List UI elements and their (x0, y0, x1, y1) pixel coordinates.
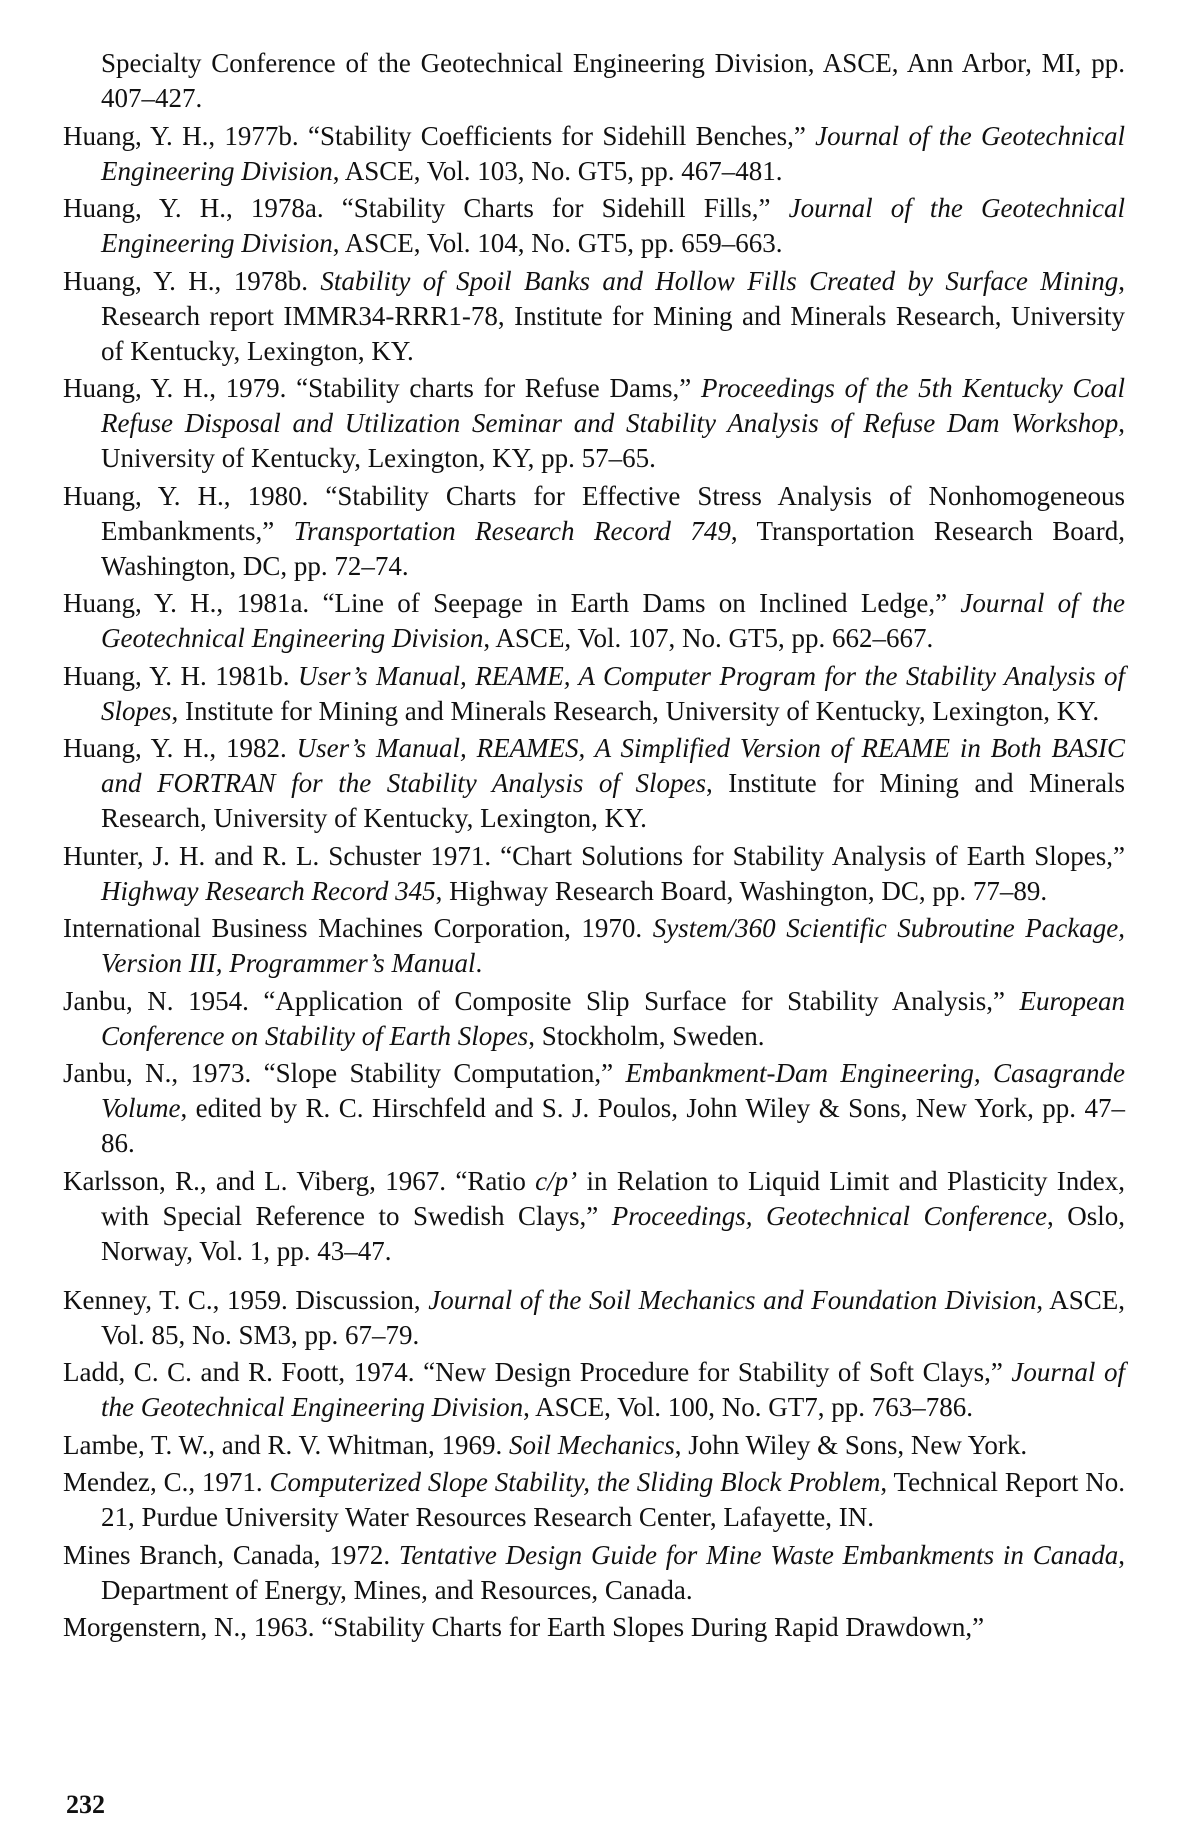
reference-text: , ASCE, Vol. 85, No. SM3, pp. 67–79. (101, 1284, 1125, 1350)
reference-italic-title: User’s Manual, REAMES, A Simplified Version of REAME in Both BASIC and FORTRAN for the Stability Analysis of Slopes (101, 733, 1125, 798)
reference-italic-title: Soil Mechanics (509, 1429, 675, 1460)
reference-text: Ladd, C. C. and R. Foott, 1974. “New Design Procedure for Stability of Soft Clays,” (63, 1357, 1012, 1387)
reference-text: Specialty Conference of the Geotechnical Engineering Division, ASCE, Ann Arbor, MI, pp. 407–427. (101, 48, 1125, 113)
reference-text: Mendez, C., 1971. (63, 1467, 270, 1497)
reference-italic-title: Journal of the Geotechnical Engineering Division (101, 588, 1125, 653)
reference-text: Hunter, J. H. and R. L. Schuster 1971. “Chart Solutions for Stability Analysis of Earth Slopes,” (63, 840, 1125, 871)
reference-text: , ASCE, Vol. 107, No. GT5, pp. 662–667. (483, 623, 934, 653)
reference-text: Janbu, N. 1954. “Application of Composite Slip Surface for Stability Analysis,” (63, 985, 1020, 1016)
reference-entry (63, 191, 1125, 261)
reference-text: Huang, Y. H., 1980. “Stability Charts for Effective Stress Analysis of Nonhomogeneous Embankments,” (63, 480, 1125, 546)
reference-entry (63, 659, 1125, 729)
reference-entry (63, 731, 1125, 836)
reference-italic-title: System/360 Scientific Subroutine Package, Version III, Programmer’s Manual (101, 913, 1126, 978)
reference-entry (63, 1428, 1125, 1463)
reference-text: Mines Branch, Canada, 1972. (63, 1539, 399, 1570)
reference-text: , John Wiley & Sons, New York. (674, 1429, 1028, 1460)
reference-text: , Research report IMMR34-RRR1-78, Institute for Mining and Minerals Research, University of Kentucky, Lexington, KY. (101, 265, 1125, 366)
reference-text: Huang, Y. H. 1981b. (63, 660, 298, 691)
reference-entry (63, 119, 1125, 189)
reference-text: Huang, Y. H., 1978a. “Stability Charts for Sidehill Fills,” (63, 193, 789, 223)
reference-italic-title: Journal of the Geotechnical Engineering Division (101, 1357, 1126, 1422)
reference-text: , Technical Report No. 21, Purdue University Water Resources Research Center, Lafayette, IN. (101, 1467, 1125, 1532)
reference-entry (63, 479, 1125, 584)
reference-text: in Relation to Liquid Limit and Plasticity Index, with Special Reference to Swedish Clays,” (101, 1165, 1126, 1231)
reference-entry (63, 1465, 1125, 1535)
reference-entry (63, 1355, 1125, 1425)
reference-text: Janbu, N., 1973. “Slope Stability Computation,” (63, 1058, 626, 1088)
reference-list (63, 46, 1125, 1648)
reference-entry (63, 1056, 1125, 1161)
reference-italic-title: Journal of the Geotechnical Engineering Division (101, 120, 1125, 186)
reference-text: , edited by R. C. Hirschfeld and S. J. Poulos, John Wiley & Sons, New York, pp. 47–86. (101, 1093, 1125, 1158)
reference-italic-title: Transportation Research Record 749 (293, 515, 731, 546)
reference-text: Kenney, T. C., 1959. Discussion, (63, 1284, 429, 1315)
reference-text: Karlsson, R., and L. Viberg, 1967. “Ratio (63, 1165, 536, 1196)
page-number: 232 (66, 1790, 105, 1819)
reference-text: , ASCE, Vol. 100, No. GT7, pp. 763–786. (523, 1392, 973, 1422)
reference-text: , ASCE, Vol. 103, No. GT5, pp. 467–481. (332, 155, 783, 186)
reference-italic-title: Journal of the Geotechnical Engineering Division (101, 193, 1125, 258)
reference-text: , Institute for Mining and Minerals Research, University of Kentucky, Lexington, KY. (171, 695, 1100, 726)
reference-text: Huang, Y. H., 1977b. “Stability Coefficients for Sidehill Benches,” (63, 120, 816, 151)
reference-italic-title: Stability of Spoil Banks and Hollow Fills Created by Surface Mining (320, 265, 1119, 296)
reference-text: , Oslo, Norway, Vol. 1, pp. 43–47. (101, 1200, 1125, 1266)
reference-text: , ASCE, Vol. 104, No. GT5, pp. 659–663. (332, 228, 783, 258)
reference-italic-title: Tentative Design Guide for Mine Waste Embankments in Canada (398, 1539, 1119, 1570)
reference-italic-title: Proceedings of the 5th Kentucky Coal Refuse Disposal and Utilization Seminar and Stability Analysis of Refuse Dam Workshop (101, 373, 1125, 438)
reference-text: Huang, Y. H., 1978b. (63, 265, 321, 296)
reference-text: International Business Machines Corporation, 1970. (63, 913, 653, 943)
reference-text: , Highway Research Board, Washington, DC, pp. 77–89. (435, 875, 1048, 906)
reference-text: Lambe, T. W., and R. V. Whitman, 1969. (63, 1429, 509, 1460)
reference-text: , Transportation Research Board, Washington, DC, pp. 72–74. (101, 515, 1125, 581)
reference-text: Huang, Y. H., 1979. “Stability charts for Refuse Dams,” (63, 373, 701, 403)
reference-entry (63, 1283, 1125, 1353)
reference-entry (63, 1164, 1125, 1269)
reference-italic-title: Computerized Slope Stability, the Sliding Block Problem (269, 1467, 881, 1497)
reference-italic-title: Proceedings, Geotechnical Conference (611, 1200, 1047, 1231)
reference-entry (63, 1538, 1125, 1608)
reference-italic-title: Journal of the Soil Mechanics and Foundation Division (428, 1284, 1037, 1315)
reference-entry (63, 586, 1125, 656)
reference-entry (63, 1610, 1125, 1645)
reference-text: , Stockholm, Sweden. (528, 1020, 765, 1051)
reference-entry (63, 264, 1125, 369)
reference-italic-title: c/p’ (535, 1165, 578, 1196)
reference-text: Morgenstern, N., 1963. “Stability Charts for Earth Slopes During Rapid Drawdown,” (63, 1612, 985, 1642)
reference-text: , University of Kentucky, Lexington, KY, pp. 57–65. (101, 408, 1125, 473)
reference-entry (63, 371, 1125, 476)
reference-entry (63, 984, 1125, 1054)
reference-italic-title: European Conference on Stability of Earth Slopes (101, 985, 1125, 1051)
reference-italic-title: Highway Research Record 345 (101, 875, 436, 906)
reference-entry (63, 839, 1125, 909)
reference-italic-title: Embankment-Dam Engineering, Casagrande Volume (101, 1058, 1125, 1123)
reference-entry (63, 911, 1125, 981)
reference-italic-title: User’s Manual, REAME, A Computer Program for the Stability Analysis of Slopes (101, 660, 1125, 726)
reference-text: . (475, 948, 483, 978)
reference-continuation (63, 46, 1125, 116)
reference-text: , Department of Energy, Mines, and Resources, Canada. (101, 1539, 1125, 1605)
reference-text: Huang, Y. H., 1981a. “Line of Seepage in Earth Dams on Inclined Ledge,” (63, 588, 961, 618)
reference-text: , Institute for Mining and Minerals Research, University of Kentucky, Lexington, KY. (101, 768, 1125, 833)
reference-text: Huang, Y. H., 1982. (63, 733, 297, 763)
